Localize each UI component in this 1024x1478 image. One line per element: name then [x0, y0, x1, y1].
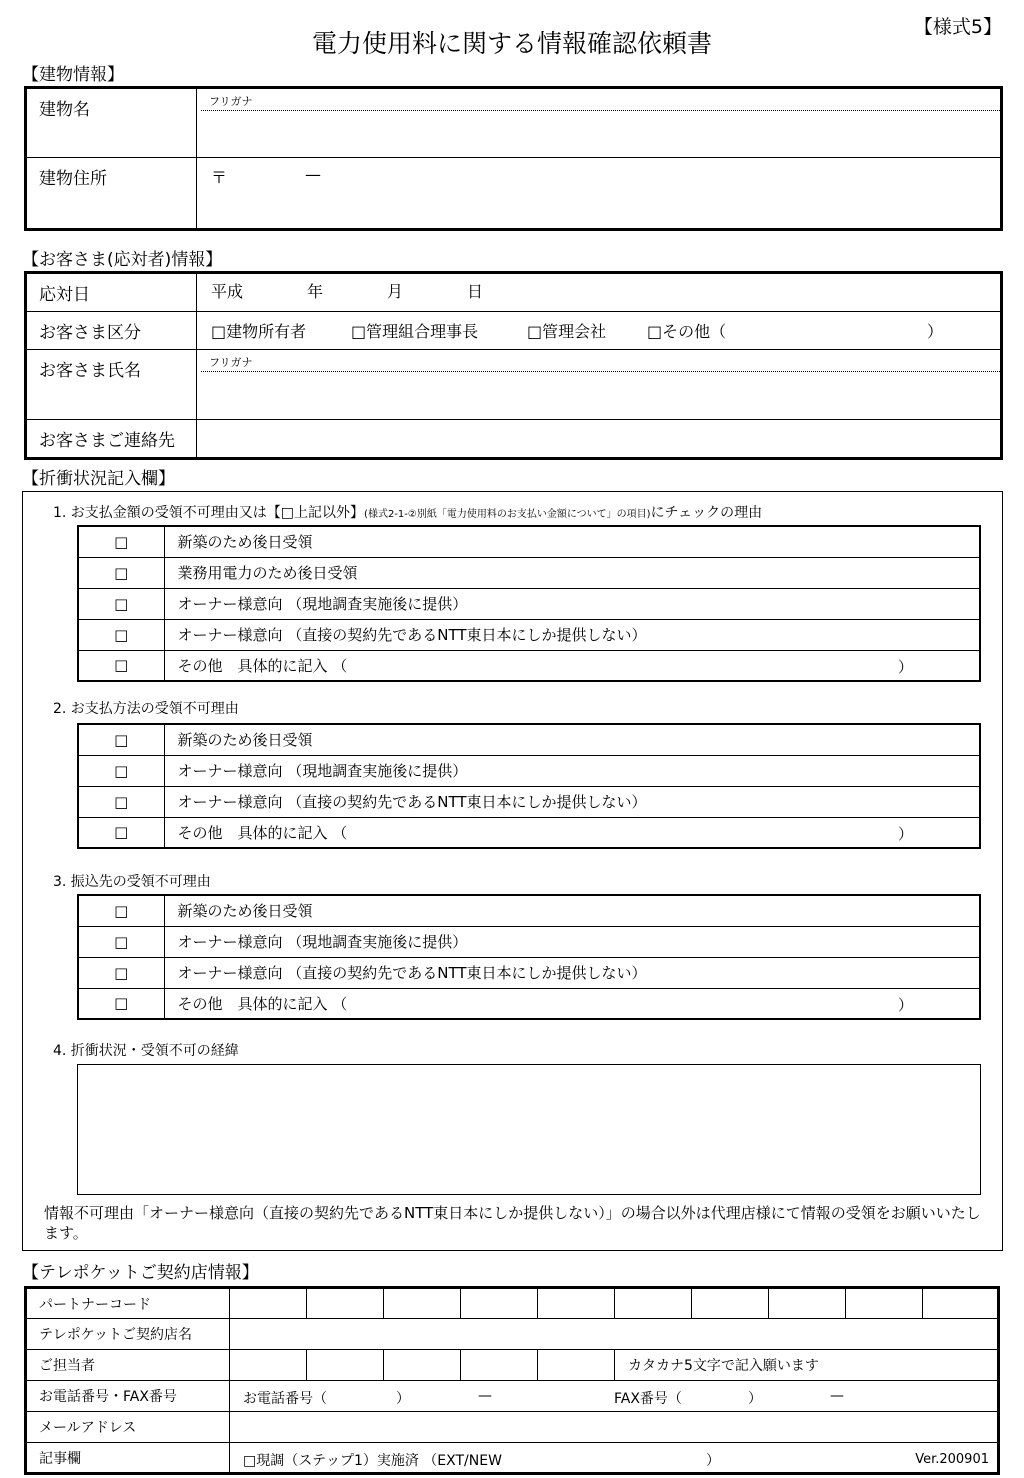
- partner-code-cell[interactable]: [384, 1288, 461, 1319]
- building-address-label: 建物住所: [26, 158, 197, 230]
- q2-other-option[interactable]: その他 具体的に記入 （ ）: [164, 817, 980, 848]
- other-checkbox[interactable]: □その他（: [647, 322, 727, 341]
- partner-code-cell[interactable]: [615, 1288, 692, 1319]
- q1-option: オーナー様意向 （直接の契約先であるNTT東日本にしか提供しない）: [164, 619, 980, 650]
- q2-option: オーナー様意向 （現地調査実施後に提供）: [164, 755, 980, 786]
- version-label: Ver.200901: [915, 1452, 989, 1467]
- q1-checkbox[interactable]: □: [78, 588, 164, 619]
- partner-code-cell[interactable]: [769, 1288, 846, 1319]
- q3-other-option[interactable]: その他 具体的に記入 （ ）: [164, 988, 980, 1019]
- building-furigana-label: フリガナ: [209, 95, 253, 108]
- q4-title: 4. 折衝状況・受領不可の経緯: [53, 1043, 239, 1059]
- person-kana-cell[interactable]: [307, 1350, 384, 1381]
- management-company-checkbox[interactable]: □管理会社: [527, 322, 607, 341]
- phone-dash: —: [478, 1388, 492, 1404]
- store-name-label: テレポケットご契約店名: [26, 1319, 230, 1350]
- q1-checkbox[interactable]: □: [78, 526, 164, 557]
- notes-close-paren: ）: [706, 1453, 720, 1469]
- response-date-label: 応対日: [26, 273, 197, 312]
- form-id: 【様式5】: [913, 16, 1002, 38]
- q2-checkbox[interactable]: □: [78, 786, 164, 817]
- telepocket-table: [24, 1286, 1000, 1475]
- q1-checkbox[interactable]: □: [78, 650, 164, 681]
- person-kana-cell[interactable]: [538, 1350, 615, 1381]
- building-section-label: 【建物情報】: [22, 65, 124, 85]
- customer-furigana-label: フリガナ: [209, 356, 253, 369]
- union-chair-checkbox[interactable]: □管理組合理事長: [351, 322, 479, 341]
- partner-code-cell[interactable]: [307, 1288, 384, 1319]
- q3-title: 3. 振込先の受領不可理由: [53, 874, 211, 890]
- page-title: 電力使用料に関する情報確認依頼書: [311, 29, 712, 58]
- person-kana-cell[interactable]: [384, 1350, 461, 1381]
- q1-checkbox[interactable]: □: [78, 619, 164, 650]
- q3-option: オーナー様意向 （直接の契約先であるNTT東日本にしか提供しない）: [164, 957, 980, 988]
- q1-option: オーナー様意向 （現地調査実施後に提供）: [164, 588, 980, 619]
- notes-field[interactable]: [230, 1443, 999, 1474]
- q1-other-option[interactable]: その他 具体的に記入 （ ）: [164, 650, 980, 681]
- store-name-field[interactable]: [230, 1319, 999, 1350]
- building-name-field[interactable]: [197, 88, 1002, 158]
- building-name-label: 建物名: [26, 88, 197, 158]
- q3-checkbox[interactable]: □: [78, 895, 164, 926]
- customer-type-label: お客さま区分: [26, 312, 197, 350]
- q2-checkbox[interactable]: □: [78, 817, 164, 848]
- site-survey-checkbox[interactable]: □現調（ステップ1）実施済 （EXT/NEW: [243, 1453, 502, 1469]
- q1-title: 1. お支払金額の受領不可理由又は【□上記以外】(様式2-1-②別紙「電力使用料のお支払い金額について」の項目)にチェックの理由: [53, 505, 763, 521]
- q1-option: 新築のため後日受領: [164, 526, 980, 557]
- phone-fax-field[interactable]: [230, 1381, 999, 1412]
- q2-checkbox[interactable]: □: [78, 755, 164, 786]
- person-kana-cell[interactable]: [230, 1350, 307, 1381]
- partner-code-cell[interactable]: [692, 1288, 769, 1319]
- q1-checkbox[interactable]: □: [78, 557, 164, 588]
- q3-checkbox[interactable]: □: [78, 957, 164, 988]
- customer-name-field[interactable]: [197, 350, 1002, 420]
- q1-option: 業務用電力のため後日受領: [164, 557, 980, 588]
- phone-fax-label: お電話番号・FAX番号: [26, 1381, 230, 1412]
- fax-dash: —: [830, 1388, 844, 1404]
- furigana-dotted-line: [201, 109, 1000, 111]
- notes-label: 記事欄: [26, 1443, 230, 1474]
- q2-table: [77, 723, 981, 849]
- q2-option: オーナー様意向 （直接の契約先であるNTT東日本にしか提供しない）: [164, 786, 980, 817]
- partner-code-cell[interactable]: [461, 1288, 538, 1319]
- other-close-paren: ）: [927, 322, 944, 341]
- customer-section-label: 【お客さま(応対者)情報】: [22, 250, 223, 270]
- partner-code-label: パートナーコード: [26, 1288, 230, 1319]
- response-date-field[interactable]: 平成 年 月 日: [197, 273, 1002, 312]
- partner-code-cell[interactable]: [846, 1288, 923, 1319]
- footnote: 情報不可理由「オーナー様意向（直接の契約先であるNTT東日本にしか提供しない）」の場合以外は代理店様にて情報の受領をお願いいたします。: [44, 1204, 981, 1242]
- q3-checkbox[interactable]: □: [78, 988, 164, 1019]
- partner-code-cell[interactable]: [230, 1288, 307, 1319]
- building-info-table: [24, 86, 1003, 231]
- fax-close-paren: ）: [748, 1391, 762, 1407]
- fax-prefix: FAX番号（: [614, 1391, 682, 1407]
- negotiation-section-label: 【折衝状況記入欄】: [22, 469, 175, 489]
- q2-option: 新築のため後日受領: [164, 724, 980, 755]
- q3-table: [77, 894, 981, 1020]
- q2-checkbox[interactable]: □: [78, 724, 164, 755]
- email-label: メールアドレス: [26, 1412, 230, 1443]
- customer-name-label: お客さま氏名: [26, 350, 197, 420]
- phone-close-paren: ）: [396, 1391, 410, 1407]
- postal-mark: 〒: [211, 168, 228, 187]
- customer-type-options: [197, 312, 1002, 350]
- telepocket-section-label: 【テレポケットご契約店情報】: [22, 1263, 259, 1283]
- customer-contact-field[interactable]: [197, 420, 1002, 459]
- q3-checkbox[interactable]: □: [78, 926, 164, 957]
- partner-code-cell[interactable]: [923, 1288, 999, 1319]
- q3-option: 新築のため後日受領: [164, 895, 980, 926]
- postal-dash: —: [305, 165, 321, 184]
- person-note: カタカナ5文字で記入願います: [615, 1350, 999, 1381]
- person-kana-cell[interactable]: [461, 1350, 538, 1381]
- q2-title: 2. お支払方法の受領不可理由: [53, 701, 239, 717]
- customer-info-table: [24, 271, 1003, 460]
- building-address-field[interactable]: [197, 158, 1002, 230]
- partner-code-cell[interactable]: [538, 1288, 615, 1319]
- q3-option: オーナー様意向 （現地調査実施後に提供）: [164, 926, 980, 957]
- negotiation-notes-field[interactable]: [77, 1064, 981, 1195]
- phone-prefix: お電話番号（: [243, 1391, 327, 1407]
- q1-table: [77, 525, 981, 682]
- furigana-dotted-line: [201, 370, 1000, 372]
- person-label: ご担当者: [26, 1350, 230, 1381]
- owner-checkbox[interactable]: □建物所有者: [211, 322, 307, 341]
- email-field[interactable]: [230, 1412, 999, 1443]
- customer-contact-label: お客さまご連絡先: [26, 420, 197, 459]
